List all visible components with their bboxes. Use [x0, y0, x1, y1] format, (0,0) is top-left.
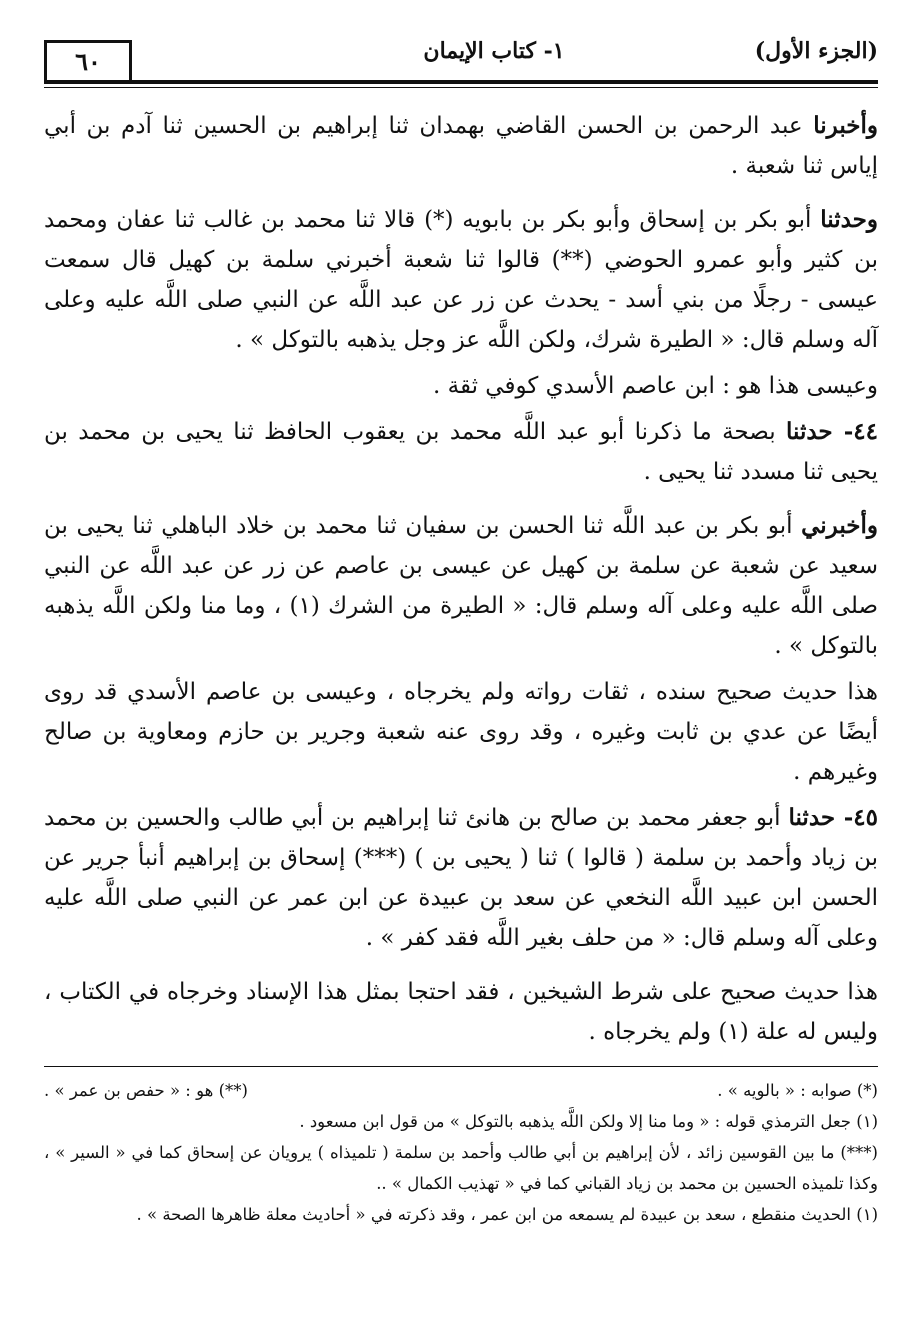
footnote-1: (١) جعل الترمذي قوله : « وما منا إلا ولكن اللَّه يذهبه بالتوكل » من قول ابن مسعود . [299, 1112, 878, 1131]
paragraph-lead: وحدثنا [820, 206, 878, 233]
paragraph-6 [44, 672, 878, 792]
paragraph-text: هذا حديث صحيح سنده ، ثقات رواته ولم يخرجاه ، وعيسى بن عاصم الأسدي قد روى أيضًا عن عدي بن ثابت وغيره ، وقد روى عنه شعبة وجرير بن حازم ومعاوية بن صالح وغيرهم . [44, 679, 878, 785]
header-rule-thin [44, 87, 878, 88]
hadith-45 [44, 798, 878, 958]
paragraph-text: عبد الرحمن بن الحسن القاضي بهمدان ثنا إبراهيم بن الحسين ثنا آدم بن أبي إياس ثنا شعبة . [44, 113, 878, 179]
paragraph-lead: حدثنا [788, 804, 836, 831]
page-number: ٦٠ [44, 40, 132, 83]
paragraph-text: أبو بكر بن إسحاق وأبو بكر بن بابويه (*) قالا ثنا محمد بن غالب ثنا عفان ومحمد بن كثير وأبو عمرو الحوضي (**) قالوا ثنا شعبة أخبرني سلمة بن كهيل قال سمعت عيسى - رجلًا من بني أسد - يحدث عن زر عن عبد اللَّه عن النبي صلى اللَّه عليه وعلى آله وسلم قال: « الطيرة شرك، ولكن اللَّه عز وجل يذهبه بالتوكل » . [44, 207, 878, 353]
paragraph-lead: وأخبرنا [813, 112, 878, 139]
paragraph-2 [44, 200, 878, 360]
paragraph-text: بصحة ما ذكرنا أبو عبد اللَّه محمد بن يعقوب الحافظ ثنا يحيى بن محمد بن يحيى ثنا مسدد ثنا يحيى . [44, 419, 878, 485]
footnote-star-2: (**) هو : « حفص بن عمر » . [44, 1081, 248, 1100]
page-body [44, 106, 878, 1052]
footnote-star-3: (***) ما بين القوسين زائد ، لأن إبراهيم بن أبي طالب وأحمد بن سلمة ( تلميذاه ) يرويان عن إسحاق كما في « السير » ، وكذا تلميذه الحسين بن محمد بن زياد القباني كما في « تهذيب الكمال » .. [44, 1143, 878, 1193]
paragraph-text: أبو بكر بن عبد اللَّه ثنا الحسن بن سفيان ثنا محمد بن خلاد الباهلي ثنا يحيى بن سعيد عن شعبة عن سلمة بن كهيل عن عيسى بن عاصم عن زر عن عبد اللَّه عن النبي صلى اللَّه عليه وعلى آله وسلم قال: « الطيرة من الشرك (١) ، وما منا ولكن اللَّه يذهبه بالتوكل » . [44, 513, 878, 659]
page-header [44, 30, 878, 92]
paragraph-text: أبو جعفر محمد بن صالح بن هانئ ثنا إبراهيم بن أبي طالب والحسين بن محمد بن زياد وأحمد بن سلمة ( قالوا ) ثنا ( يحيى بن ) (***) إسحاق بن إبراهيم أنبأ جرير عن الحسن ابن عبيد اللَّه النخعي عن سعد بن عبيدة عن ابن عمر عن النبي صلى اللَّه عليه وعلى آله وسلم قال: « من حلف بغير اللَّه فقد كفر » . [44, 805, 878, 951]
paragraph-text: هذا حديث صحيح على شرط الشيخين ، فقد احتجا بمثل هذا الإسناد وخرجاه في الكتاب ، وليس له علة (١) ولم يخرجاه . [44, 979, 878, 1045]
paragraph-lead: حدثنا [786, 418, 833, 445]
paragraph-5 [44, 506, 878, 666]
hadith-44 [44, 412, 878, 492]
footnote-1b: (١) الحديث منقطع ، سعد بن عبيدة لم يسمعه من ابن عمر ، وقد ذكرته في « أحاديث معلة ظاهرها الصحة » . [136, 1205, 878, 1224]
footnote-star-1: (*) صوابه : « بالويه » . [717, 1081, 878, 1100]
book-page [44, 30, 878, 1230]
paragraph-text: وعيسى هذا هو : ابن عاصم الأسدي كوفي ثقة . [432, 373, 878, 399]
paragraph-3 [44, 366, 878, 406]
hadith-number: ٤٤- [832, 418, 878, 445]
chapter-title: ١- كتاب الإيمان [423, 38, 565, 64]
footnote-separator [44, 1066, 878, 1067]
paragraph-8 [44, 972, 878, 1052]
paragraph-lead: وأخبرني [801, 512, 878, 539]
part-title: (الجزء الأول) [754, 38, 878, 64]
footnote-row-1 [44, 1075, 878, 1106]
paragraph-1 [44, 106, 878, 186]
footnotes [44, 1075, 878, 1230]
hadith-number: ٤٥- [835, 804, 878, 831]
header-rule-thick [44, 80, 878, 84]
